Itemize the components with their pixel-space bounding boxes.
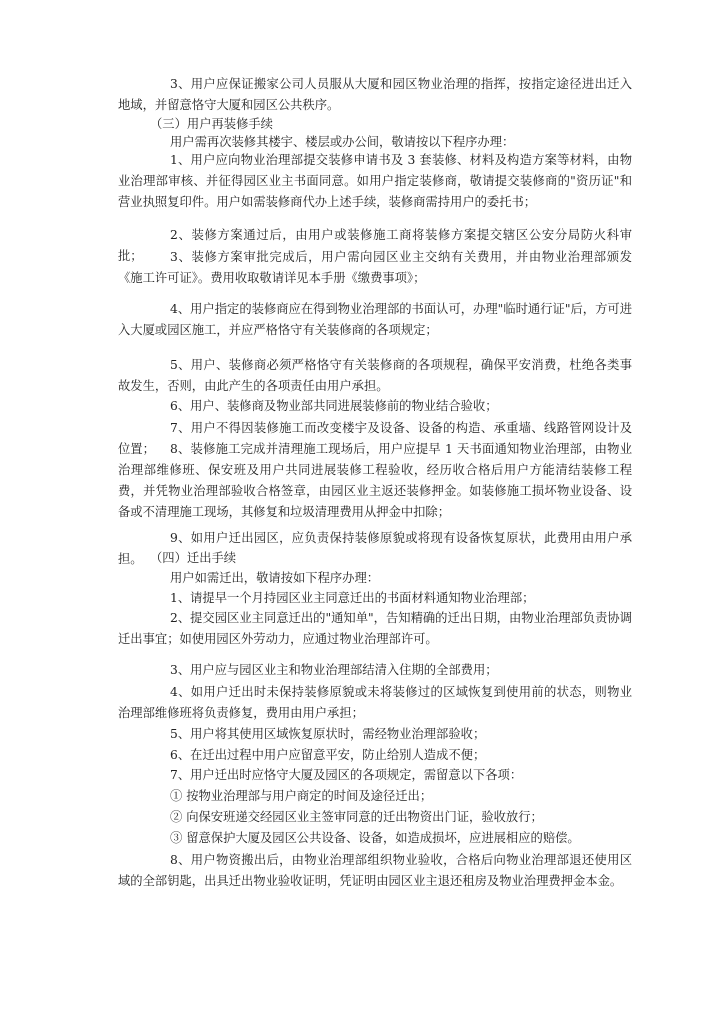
paragraph: 1、请提早一个月持园区业主同意迁出的书面材料通知物业治理部； — [170, 591, 535, 605]
paragraph: 用户如需迁出，敬请按如下程序办理： — [170, 571, 380, 585]
list-item: ③ 留意保护大厦及园区公共设备、设备，如造成损坏，应进展相应的赔偿。 — [170, 831, 580, 845]
paragraph: 3、装修方案审批完成后，用户需向园区业主交纳有关费用，并由物业治理部颁发《施工许可证》。费用收取敬请详见本手册《缴费事项》； — [118, 250, 632, 285]
paragraph: 用户需再次装修其楼宇、楼层或办公间，敬请按以下程序办理： — [170, 135, 515, 149]
paragraph: 7、用户不得因装修施工而改变楼宇及设备、设备的构造、承重墙、线路管网设计及位置； — [118, 421, 632, 456]
paragraph: 4、如用户迁出时未保持装修原貌或未将装修过的区域恢复到使用前的状态，则物业治理部维修班将负责修复，费用由用户承担； — [118, 685, 632, 720]
paragraph: 5、用户将其使用区域恢复原状时，需经物业治理部验收； — [170, 727, 486, 741]
paragraph: 6、在迁出过程中用户应留意平安，防止给别人造成不便； — [170, 748, 486, 762]
paragraph: 6、用户、装修商及物业部共同进展装修前的物业结合验收； — [170, 399, 498, 413]
section-heading: （三）用户再装修手续 — [150, 117, 273, 131]
paragraph: 2、提交园区业主同意迁出的"通知单"，告知精确的迁出日期，由物业治理部负责协调迁出事宜；如使用园区外劳动力，应通过物业治理部许可。 — [118, 611, 632, 646]
paragraph: 3、用户应保证搬家公司人员服从大厦和园区物业治理的指挥，按指定途径进出迁入地域，并留意恪守大厦和园区公共秩序。 — [118, 77, 632, 112]
paragraph: 7、用户迁出时应恪守大厦及园区的各项规定，需留意以下各项： — [170, 768, 523, 782]
paragraph: 8、装修施工完成并清理施工现场后，用户应提早 1 天书面通知物业治理部，由物业治理部维修班、保安班及用户共同进展装修工程验收，经历收合格后用户方能清结装修工程费，并凭物业治理部验收合格签章，由园区业主返还装修押金。如装修施工损坏物业设备、设备或不清理施工现场，其修复和垃圾清理费用从押金中扣除； — [118, 442, 632, 519]
list-item: ① 按物业治理部与用户商定的时间及途径迁出； — [170, 789, 433, 803]
list-item: ② 向保安班递交经园区业主签审同意的迁出物资出门证，验收放行； — [170, 810, 543, 824]
paragraph: 1、用户应向物业治理部提交装修申请书及 3 套装修、材料及构造方案等材料，由物业治理部审核、并征得园区业主书面同意。如用户指定装修商，敬请提交装修商的"资历证"和营业执照复印件。用户如需装修商代办上述手续，装修商需持用户的委托书； — [118, 153, 632, 209]
paragraph: 4、用户指定的装修商应在得到物业治理部的书面认可，办理"临时通行证"后，方可进入大厦或园区施工，并应严格恪守有关装修商的各项规定； — [118, 302, 632, 337]
paragraph: 5、用户、装修商必须严格恪守有关装修商的各项规程，确保平安消费，杜绝各类事故发生，否则，由此产生的各项责任由用户承担。 — [118, 358, 632, 393]
paragraph: 8、用户物资搬出后，由物业治理部组织物业验收，合格后向物业治理部退还使用区域的全部钥匙，出具迁出物业验收证明，凭证明由园区业主退还租房及物业治理费押金本金。 — [118, 853, 632, 888]
paragraph: 2、装修方案通过后，由用户或装修施工商将装修方案提交辖区公安分局防火科审批； — [118, 228, 632, 263]
paragraph: 3、用户应与园区业主和物业治理部结清入住期的全部费用； — [170, 663, 498, 677]
paragraph: 9、如用户迁出园区，应负责保持装修原貌或将现有设备恢复原状，此费用由用户承担。 — [118, 531, 632, 566]
section-heading: （四）迁出手续 — [150, 551, 237, 565]
